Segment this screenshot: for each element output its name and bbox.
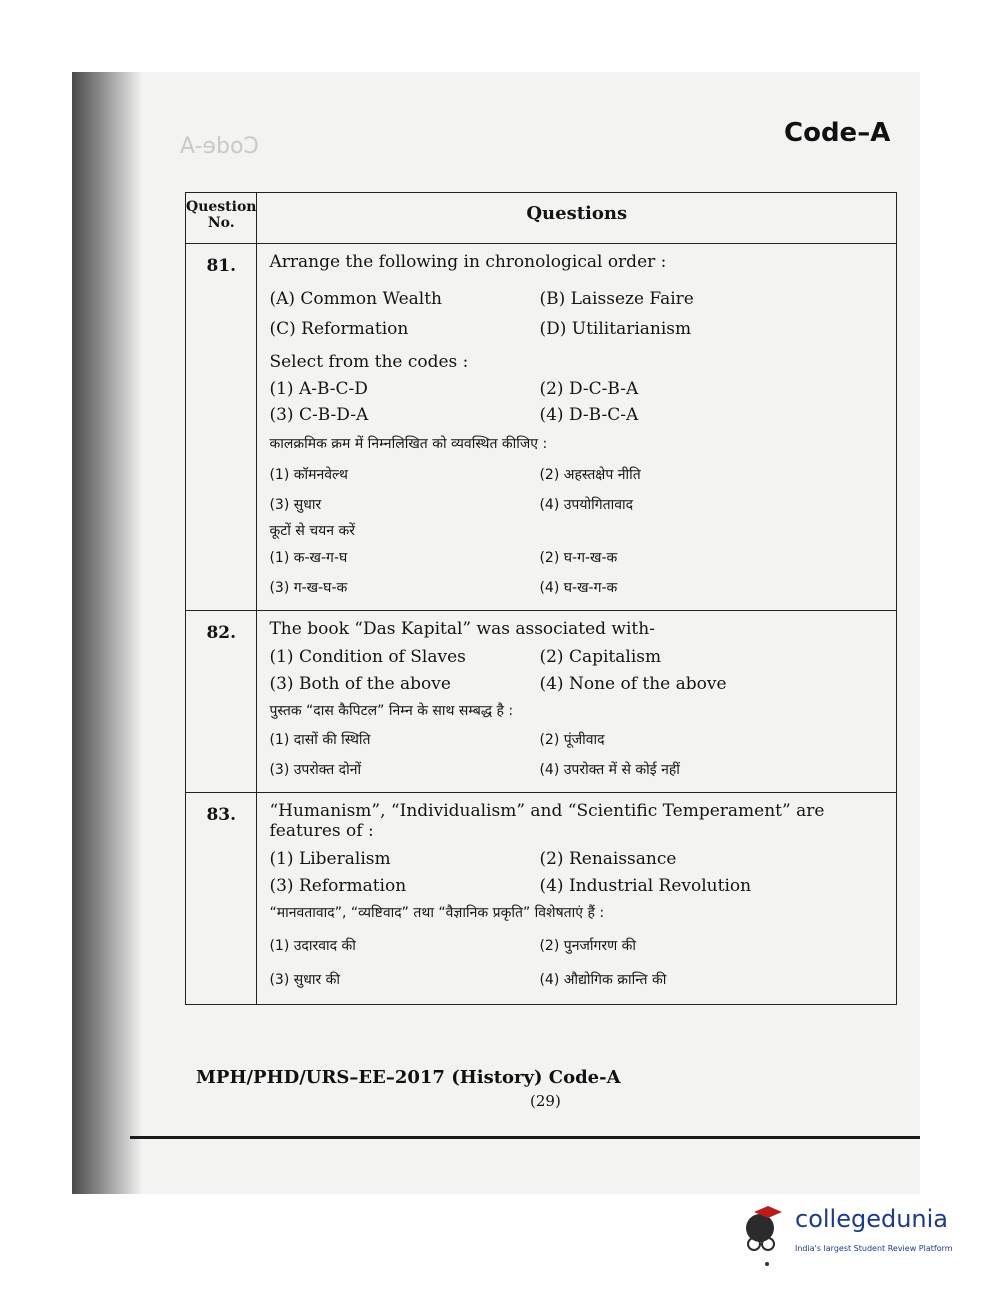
column-header-number: Question No.	[186, 193, 257, 244]
option: (B) Laisseze Faire	[539, 289, 694, 309]
question-stem: The book “Das Kapital” was associated with-	[269, 619, 655, 639]
codes-label: Select from the codes :	[269, 352, 469, 372]
option: (3) Both of the above	[269, 673, 451, 694]
hindi-option: (2) पुनर्जागरण की	[539, 937, 637, 954]
question-row	[186, 793, 897, 1005]
question-stem: Arrange the following in chronological order :	[269, 252, 667, 272]
hindi-code-option: (4) घ-ख-ग-क	[539, 579, 618, 596]
option: (2) Renaissance	[539, 848, 677, 869]
question-number: 81.	[186, 244, 257, 611]
hindi-stem: “मानवतावाद”, “व्यष्टिवाद” तथा “वैज्ञानिक प्रकृति” विशेषताएं हैं :	[269, 905, 605, 921]
brand-tagline: India's largest Student Review Platform	[795, 1244, 953, 1253]
hindi-option: (4) उपयोगितावाद	[539, 496, 634, 513]
hindi-code-option: (2) घ-ग-ख-क	[539, 549, 618, 566]
option: (A) Common Wealth	[269, 289, 442, 309]
brand-name: collegedunia	[795, 1205, 949, 1233]
hindi-option: (2) पूंजीवाद	[539, 731, 605, 748]
option: (D) Utilitarianism	[539, 319, 692, 339]
hindi-option: (2) अहस्तक्षेप नीति	[539, 466, 641, 483]
question-body	[257, 244, 897, 611]
code-option: (2) D-C-B-A	[539, 379, 639, 399]
decorative-dot	[765, 1262, 769, 1266]
hindi-codes-label: कूटों से चयन करें	[269, 523, 355, 539]
table-header-row	[186, 193, 897, 244]
hindi-code-option: (1) क-ख-ग-घ	[269, 549, 348, 566]
bleed-through-code: Code-A	[180, 134, 259, 159]
option: (1) Liberalism	[269, 848, 391, 869]
code-option: (4) D-B-C-A	[539, 405, 639, 425]
question-row	[186, 244, 897, 611]
hindi-code-option: (3) ग-ख-घ-क	[269, 579, 348, 596]
option: (3) Reformation	[269, 875, 407, 896]
hindi-option: (1) दासों की स्थिति	[269, 731, 371, 748]
column-header-questions: Questions	[257, 193, 897, 244]
option: (1) Condition of Slaves	[269, 646, 466, 667]
question-body	[257, 611, 897, 793]
hindi-option: (3) सुधार	[269, 496, 322, 513]
hindi-option: (4) उपरोक्त में से कोई नहीं	[539, 761, 680, 778]
hindi-stem: पुस्तक “दास कैपिटल” निम्न के साथ सम्बद्ध है :	[269, 703, 514, 719]
option: (4) Industrial Revolution	[539, 875, 752, 896]
scan-binding-shadow	[72, 72, 142, 1194]
hindi-option: (4) औद्योगिक क्रान्ति की	[539, 971, 667, 988]
option: (C) Reformation	[269, 319, 409, 339]
paper-code: Code–A	[784, 118, 891, 148]
code-option: (1) A-B-C-D	[269, 379, 368, 399]
question-row	[186, 611, 897, 793]
question-number: 82.	[186, 611, 257, 793]
page-number: (29)	[530, 1092, 561, 1110]
option: (4) None of the above	[539, 673, 727, 694]
page-edge-line	[130, 1136, 920, 1139]
code-option: (3) C-B-D-A	[269, 405, 369, 425]
question-number: 83.	[186, 793, 257, 1005]
hindi-option: (3) उपरोक्त दोनों	[269, 761, 362, 778]
option: (2) Capitalism	[539, 646, 662, 667]
question-body	[257, 793, 897, 1005]
question-table	[185, 192, 897, 1005]
hindi-option: (3) सुधार की	[269, 971, 341, 988]
exam-footer: MPH/PHD/URS–EE–2017 (History) Code-A	[196, 1067, 621, 1088]
question-stem: “Humanism”, “Individualism” and “Scientific Temperament” are features of :	[269, 801, 825, 841]
hindi-option: (1) उदारवाद की	[269, 937, 356, 954]
hindi-stem: कालक्रमिक क्रम में निम्नलिखित को व्यवस्थित कीजिए :	[269, 436, 548, 452]
hindi-option: (1) कॉमनवेल्थ	[269, 466, 348, 483]
